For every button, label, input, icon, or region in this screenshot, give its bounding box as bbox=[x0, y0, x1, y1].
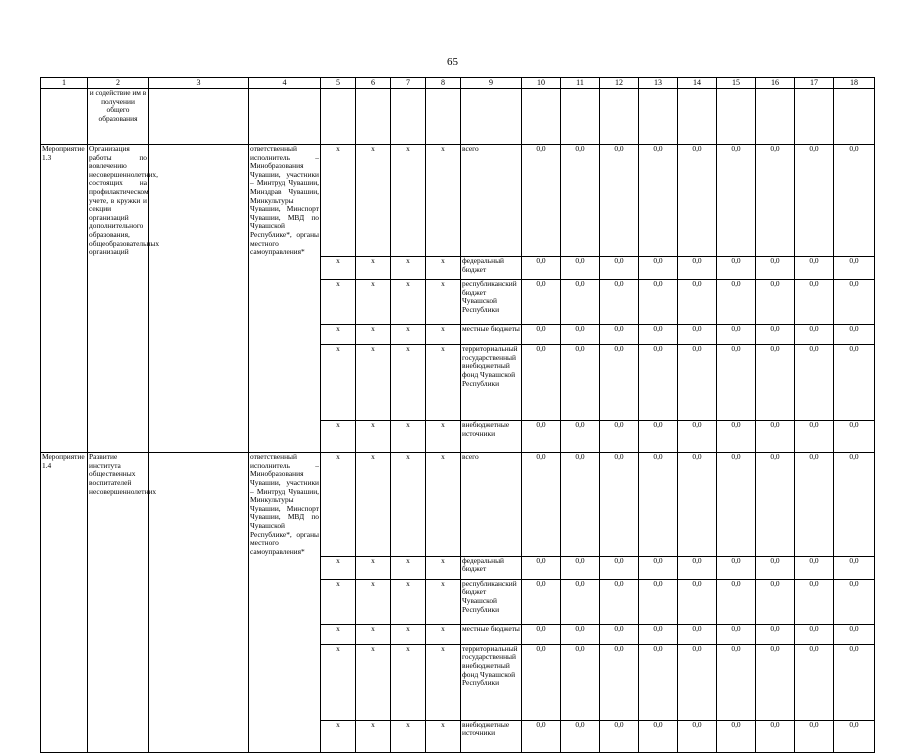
measure-description-cell bbox=[88, 720, 149, 752]
value-cell: 0,0 bbox=[795, 579, 834, 624]
value-cell: 0,0 bbox=[795, 644, 834, 720]
code-cell: х bbox=[356, 624, 391, 644]
empty-cell bbox=[149, 145, 249, 257]
code-cell: х bbox=[356, 257, 391, 280]
value-cell: 0,0 bbox=[834, 345, 875, 421]
code-cell: х bbox=[321, 644, 356, 720]
measure-description-cell bbox=[88, 280, 149, 325]
value-cell: 0,0 bbox=[639, 325, 678, 345]
code-cell: х bbox=[426, 325, 461, 345]
responsible-cell: ответственный исполнитель – Минобразования Чувашии, участники – Минтруд Чувашии, Минкультуры Чувашии, Минспорт Чувашии, МВД по Чувашской Республике*, органы местного самоуправления* bbox=[250, 452, 319, 556]
empty-cell bbox=[149, 89, 249, 145]
value-cell: 0,0 bbox=[522, 579, 561, 624]
value-cell: 0,0 bbox=[795, 145, 834, 257]
code-cell: х bbox=[356, 421, 391, 453]
code-cell: х bbox=[426, 257, 461, 280]
budget-table bbox=[40, 77, 875, 753]
responsible-cell bbox=[249, 579, 321, 624]
value-cell: 0,0 bbox=[756, 421, 795, 453]
measure-description-cell bbox=[88, 579, 149, 624]
value-cell: 0,0 bbox=[795, 720, 834, 752]
value-cell: 0,0 bbox=[600, 624, 639, 644]
value-cell: 0,0 bbox=[678, 145, 717, 257]
value-cell: 0,0 bbox=[717, 644, 756, 720]
funding-source-cell: республиканский бюджет Чувашской Республики bbox=[461, 579, 522, 624]
measure-description-cell: Организация работы по вовлечению несовершеннолетних, состоящих на профилактическом учете, в кружки и секции организаций дополнительного образования, общеобразовательных организаций bbox=[89, 144, 160, 257]
value-cell: 0,0 bbox=[522, 325, 561, 345]
empty-cell bbox=[149, 280, 249, 325]
value-cell: 0,0 bbox=[834, 644, 875, 720]
value-cell: 0,0 bbox=[834, 556, 875, 579]
value-cell: 0,0 bbox=[561, 280, 600, 325]
value-cell: 0,0 bbox=[600, 579, 639, 624]
column-number: 5 bbox=[321, 78, 356, 89]
empty-cell bbox=[426, 89, 461, 145]
responsible-cell bbox=[249, 644, 321, 720]
value-cell: 0,0 bbox=[600, 325, 639, 345]
value-cell: 0,0 bbox=[678, 644, 717, 720]
column-number: 2 bbox=[88, 78, 149, 89]
code-cell: х bbox=[321, 453, 356, 557]
code-cell: х bbox=[391, 421, 426, 453]
code-cell: х bbox=[391, 579, 426, 624]
empty-cell bbox=[356, 89, 391, 145]
code-cell: х bbox=[356, 345, 391, 421]
value-cell: 0,0 bbox=[795, 421, 834, 453]
code-cell: х bbox=[426, 421, 461, 453]
column-number: 9 bbox=[461, 78, 522, 89]
code-cell: х bbox=[356, 644, 391, 720]
value-cell: 0,0 bbox=[639, 556, 678, 579]
value-cell: 0,0 bbox=[678, 624, 717, 644]
funding-source-cell: местные бюджеты bbox=[461, 325, 522, 345]
table-row bbox=[41, 280, 875, 325]
column-number: 13 bbox=[639, 78, 678, 89]
empty-cell bbox=[149, 644, 249, 720]
value-cell: 0,0 bbox=[600, 556, 639, 579]
value-cell: 0,0 bbox=[795, 624, 834, 644]
value-cell: 0,0 bbox=[795, 280, 834, 325]
code-cell: х bbox=[391, 453, 426, 557]
responsible-cell bbox=[249, 556, 321, 579]
column-number: 16 bbox=[756, 78, 795, 89]
code-cell: х bbox=[391, 720, 426, 752]
responsible-cell bbox=[249, 421, 321, 453]
value-cell: 0,0 bbox=[834, 280, 875, 325]
code-cell: х bbox=[356, 453, 391, 557]
code-cell: х bbox=[356, 280, 391, 325]
code-cell: х bbox=[356, 556, 391, 579]
value-cell: 0,0 bbox=[717, 579, 756, 624]
value-cell: 0,0 bbox=[678, 421, 717, 453]
measure-name-cell bbox=[41, 579, 88, 624]
value-cell: 0,0 bbox=[600, 644, 639, 720]
value-cell: 0,0 bbox=[600, 453, 639, 557]
table-row bbox=[41, 579, 875, 624]
table-row bbox=[41, 556, 875, 579]
measure-name-cell bbox=[41, 257, 88, 280]
value-cell: 0,0 bbox=[756, 145, 795, 257]
column-number: 1 bbox=[41, 78, 88, 89]
value-cell: 0,0 bbox=[639, 624, 678, 644]
value-cell: 0,0 bbox=[639, 280, 678, 325]
responsible-cell bbox=[249, 280, 321, 325]
value-cell: 0,0 bbox=[639, 257, 678, 280]
table-row bbox=[41, 624, 875, 644]
measure-description-cell bbox=[88, 556, 149, 579]
measure-description-cell bbox=[88, 325, 149, 345]
code-cell: х bbox=[426, 453, 461, 557]
value-cell: 0,0 bbox=[522, 345, 561, 421]
column-number: 14 bbox=[678, 78, 717, 89]
value-cell: 0,0 bbox=[561, 579, 600, 624]
empty-cell bbox=[717, 89, 756, 145]
code-cell: х bbox=[426, 579, 461, 624]
column-number: 15 bbox=[717, 78, 756, 89]
value-cell: 0,0 bbox=[717, 345, 756, 421]
funding-source-cell: республиканский бюджет Чувашской Республики bbox=[461, 280, 522, 325]
empty-cell bbox=[149, 624, 249, 644]
value-cell: 0,0 bbox=[561, 720, 600, 752]
value-cell: 0,0 bbox=[561, 453, 600, 557]
table-row bbox=[41, 325, 875, 345]
funding-source-cell: территориальный государственный внебюджетный фонд Чувашской Республики bbox=[461, 345, 522, 421]
empty-cell bbox=[561, 89, 600, 145]
code-cell: х bbox=[426, 280, 461, 325]
column-number: 3 bbox=[149, 78, 249, 89]
value-cell: 0,0 bbox=[600, 421, 639, 453]
code-cell: х bbox=[391, 556, 426, 579]
empty-cell bbox=[149, 325, 249, 345]
measure-name-cell bbox=[41, 556, 88, 579]
code-cell: х bbox=[426, 644, 461, 720]
table-row bbox=[41, 345, 875, 421]
table-row bbox=[41, 257, 875, 280]
value-cell: 0,0 bbox=[678, 345, 717, 421]
code-cell: х bbox=[321, 280, 356, 325]
responsible-cell bbox=[249, 325, 321, 345]
measure-name-cell: Мероприятие 1.3 bbox=[41, 145, 88, 257]
code-cell: х bbox=[356, 325, 391, 345]
value-cell: 0,0 bbox=[561, 624, 600, 644]
empty-cell bbox=[795, 89, 834, 145]
value-cell: 0,0 bbox=[678, 579, 717, 624]
empty-cell bbox=[41, 89, 88, 145]
value-cell: 0,0 bbox=[834, 257, 875, 280]
empty-cell bbox=[600, 89, 639, 145]
value-cell: 0,0 bbox=[561, 345, 600, 421]
measure-name-cell bbox=[41, 644, 88, 720]
value-cell: 0,0 bbox=[717, 556, 756, 579]
empty-cell bbox=[149, 579, 249, 624]
value-cell: 0,0 bbox=[561, 325, 600, 345]
value-cell: 0,0 bbox=[756, 257, 795, 280]
code-cell: х bbox=[321, 421, 356, 453]
funding-source-cell: местные бюджеты bbox=[461, 624, 522, 644]
value-cell: 0,0 bbox=[600, 145, 639, 257]
column-number: 18 bbox=[834, 78, 875, 89]
value-cell: 0,0 bbox=[834, 453, 875, 557]
value-cell: 0,0 bbox=[639, 720, 678, 752]
value-cell: 0,0 bbox=[834, 325, 875, 345]
code-cell: х bbox=[321, 579, 356, 624]
value-cell: 0,0 bbox=[639, 453, 678, 557]
empty-cell bbox=[249, 89, 321, 145]
value-cell: 0,0 bbox=[522, 644, 561, 720]
value-cell: 0,0 bbox=[678, 325, 717, 345]
value-cell: 0,0 bbox=[600, 257, 639, 280]
measure-name-cell: Мероприятие 1.4 bbox=[41, 453, 88, 557]
value-cell: 0,0 bbox=[639, 421, 678, 453]
funding-source-cell: внебюджетные источники bbox=[461, 720, 522, 752]
column-number: 12 bbox=[600, 78, 639, 89]
value-cell: 0,0 bbox=[717, 453, 756, 557]
responsible-cell bbox=[249, 345, 321, 421]
value-cell: 0,0 bbox=[678, 453, 717, 557]
value-cell: 0,0 bbox=[756, 579, 795, 624]
code-cell: х bbox=[391, 280, 426, 325]
table-row bbox=[41, 421, 875, 453]
value-cell: 0,0 bbox=[756, 453, 795, 557]
code-cell: х bbox=[321, 325, 356, 345]
value-cell: 0,0 bbox=[834, 145, 875, 257]
value-cell: 0,0 bbox=[795, 325, 834, 345]
code-cell: х bbox=[391, 644, 426, 720]
value-cell: 0,0 bbox=[756, 644, 795, 720]
carryover-text: и содействие им в получении общего образования bbox=[88, 89, 149, 145]
value-cell: 0,0 bbox=[561, 421, 600, 453]
value-cell: 0,0 bbox=[639, 644, 678, 720]
measure-description-cell bbox=[88, 257, 149, 280]
column-number: 6 bbox=[356, 78, 391, 89]
value-cell: 0,0 bbox=[639, 345, 678, 421]
code-cell: х bbox=[426, 720, 461, 752]
value-cell: 0,0 bbox=[717, 624, 756, 644]
value-cell: 0,0 bbox=[795, 453, 834, 557]
funding-source-cell: федеральный бюджет bbox=[461, 257, 522, 280]
value-cell: 0,0 bbox=[795, 556, 834, 579]
value-cell: 0,0 bbox=[795, 345, 834, 421]
table-row bbox=[41, 453, 875, 557]
value-cell: 0,0 bbox=[522, 453, 561, 557]
responsible-cell bbox=[249, 720, 321, 752]
value-cell: 0,0 bbox=[522, 624, 561, 644]
column-number: 10 bbox=[522, 78, 561, 89]
measure-description-cell bbox=[88, 624, 149, 644]
empty-cell bbox=[461, 89, 522, 145]
value-cell: 0,0 bbox=[756, 720, 795, 752]
measure-description-cell bbox=[88, 345, 149, 421]
empty-cell bbox=[149, 720, 249, 752]
column-number: 8 bbox=[426, 78, 461, 89]
measure-name-cell bbox=[41, 624, 88, 644]
value-cell: 0,0 bbox=[600, 280, 639, 325]
measure-name-cell bbox=[41, 345, 88, 421]
measure-description-cell: Развитие института общественных воспитателей несовершеннолетних bbox=[88, 453, 149, 557]
table-row bbox=[41, 644, 875, 720]
value-cell: 0,0 bbox=[522, 720, 561, 752]
measure-description-cell bbox=[88, 644, 149, 720]
value-cell: 0,0 bbox=[756, 624, 795, 644]
value-cell: 0,0 bbox=[756, 556, 795, 579]
value-cell: 0,0 bbox=[717, 145, 756, 257]
code-cell: х bbox=[426, 624, 461, 644]
column-number: 7 bbox=[391, 78, 426, 89]
empty-cell bbox=[834, 89, 875, 145]
empty-cell bbox=[149, 453, 249, 557]
value-cell: 0,0 bbox=[834, 579, 875, 624]
value-cell: 0,0 bbox=[678, 556, 717, 579]
code-cell: х bbox=[321, 145, 356, 257]
code-cell: х bbox=[426, 145, 461, 257]
value-cell: 0,0 bbox=[678, 280, 717, 325]
value-cell: 0,0 bbox=[639, 145, 678, 257]
funding-source-cell: внебюджетные источники bbox=[461, 421, 522, 453]
carryover-row bbox=[41, 89, 875, 145]
code-cell: х bbox=[356, 145, 391, 257]
empty-cell bbox=[149, 257, 249, 280]
responsible-cell: ответственный исполнитель – Минобразования Чувашии, участники – Минтруд Чувашии, Минздрав Чувашии, Минкультуры Чувашии, Минспорт Чувашии, МВД по Чувашской Республике*, органы местного самоуправления* bbox=[250, 144, 319, 257]
code-cell: х bbox=[356, 720, 391, 752]
value-cell: 0,0 bbox=[561, 644, 600, 720]
value-cell: 0,0 bbox=[756, 325, 795, 345]
value-cell: 0,0 bbox=[522, 145, 561, 257]
code-cell: х bbox=[321, 624, 356, 644]
empty-cell bbox=[639, 89, 678, 145]
empty-cell bbox=[522, 89, 561, 145]
code-cell: х bbox=[321, 257, 356, 280]
empty-cell bbox=[149, 421, 249, 453]
value-cell: 0,0 bbox=[756, 280, 795, 325]
measure-name-cell bbox=[41, 421, 88, 453]
value-cell: 0,0 bbox=[717, 421, 756, 453]
value-cell: 0,0 bbox=[795, 257, 834, 280]
measure-name-cell bbox=[41, 720, 88, 752]
code-cell: х bbox=[391, 257, 426, 280]
value-cell: 0,0 bbox=[834, 720, 875, 752]
code-cell: х bbox=[391, 345, 426, 421]
value-cell: 0,0 bbox=[834, 624, 875, 644]
code-cell: х bbox=[391, 325, 426, 345]
column-number: 17 bbox=[795, 78, 834, 89]
code-cell: х bbox=[391, 624, 426, 644]
empty-cell bbox=[321, 89, 356, 145]
value-cell: 0,0 bbox=[756, 345, 795, 421]
value-cell: 0,0 bbox=[717, 325, 756, 345]
code-cell: х bbox=[321, 345, 356, 421]
value-cell: 0,0 bbox=[678, 720, 717, 752]
code-cell: х bbox=[356, 579, 391, 624]
funding-source-cell: территориальный государственный внебюджетный фонд Чувашской Республики bbox=[461, 644, 522, 720]
empty-cell bbox=[149, 556, 249, 579]
value-cell: 0,0 bbox=[522, 257, 561, 280]
responsible-cell bbox=[249, 624, 321, 644]
measure-name-cell bbox=[41, 325, 88, 345]
responsible-cell bbox=[249, 257, 321, 280]
measure-name-cell bbox=[41, 280, 88, 325]
value-cell: 0,0 bbox=[561, 145, 600, 257]
value-cell: 0,0 bbox=[639, 579, 678, 624]
empty-cell bbox=[756, 89, 795, 145]
funding-source-cell: всего bbox=[461, 453, 522, 557]
code-cell: х bbox=[426, 345, 461, 421]
value-cell: 0,0 bbox=[717, 720, 756, 752]
value-cell: 0,0 bbox=[561, 556, 600, 579]
value-cell: 0,0 bbox=[834, 421, 875, 453]
empty-cell bbox=[149, 345, 249, 421]
column-number: 11 bbox=[561, 78, 600, 89]
column-number: 4 bbox=[249, 78, 321, 89]
value-cell: 0,0 bbox=[522, 556, 561, 579]
empty-cell bbox=[678, 89, 717, 145]
funding-source-cell: всего bbox=[461, 145, 522, 257]
table-row bbox=[41, 720, 875, 752]
measure-description-cell bbox=[88, 421, 149, 453]
empty-cell bbox=[391, 89, 426, 145]
value-cell: 0,0 bbox=[600, 345, 639, 421]
code-cell: х bbox=[391, 145, 426, 257]
table-row bbox=[41, 145, 875, 257]
funding-source-cell: федеральный бюджет bbox=[461, 556, 522, 579]
value-cell: 0,0 bbox=[522, 421, 561, 453]
value-cell: 0,0 bbox=[600, 720, 639, 752]
value-cell: 0,0 bbox=[678, 257, 717, 280]
value-cell: 0,0 bbox=[561, 257, 600, 280]
page-number: 65 bbox=[447, 56, 458, 68]
code-cell: х bbox=[426, 556, 461, 579]
value-cell: 0,0 bbox=[717, 280, 756, 325]
header-row bbox=[41, 78, 875, 89]
value-cell: 0,0 bbox=[522, 280, 561, 325]
value-cell: 0,0 bbox=[717, 257, 756, 280]
code-cell: х bbox=[321, 720, 356, 752]
code-cell: х bbox=[321, 556, 356, 579]
